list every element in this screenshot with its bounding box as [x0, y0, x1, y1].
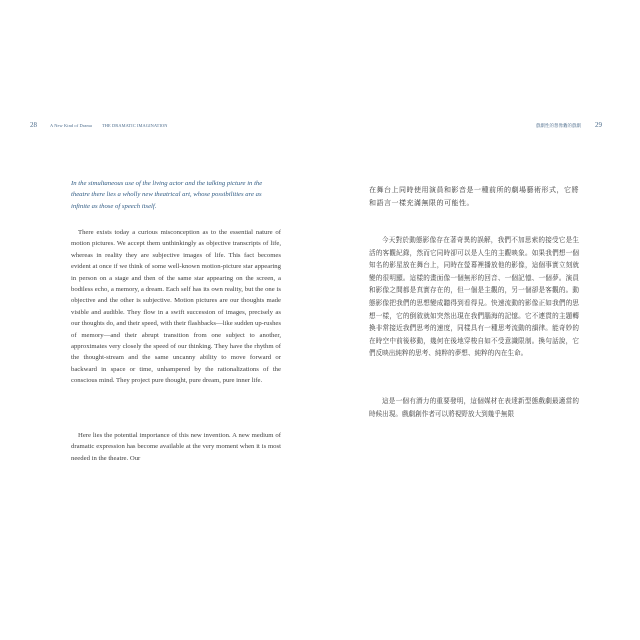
left-running-head-book: A New Kind of Drama: [50, 123, 92, 128]
left-running-head-chapter: THE DRAMATIC IMAGINATION: [102, 123, 168, 128]
chinese-paragraph-1: 今天對於動態影像存在著奇異的誤解，我們不加思索的接受它是生活的客觀紀錄，然而它同時卻可以是人生的主觀映象。如果我們想一個知名的影星放在舞台上，同時在螢幕裡播放他的影像，這個事實立刻就變的很明顯。這樣的畫面像一個無形的回音、一個記憶、一個夢。演員和影像之間都是真實存在的，但一個是主觀的，另一個卻是客觀的。動態影像把我們的思想變成聽得到看得見。快速流動的影像正如我們的思想一樣，它的倒敘就如突然出現在我們腦海的記憶。它不連貫的主題轉換非常接近我們思考的速度，同樣具有一種思考流動的韻律。能奇妙的在時空中前後移動，幾何在後地穿梭自如不受意識限制。換句話說，它們反映出純粹的思考、純粹的夢想、純粹的內在生命。: [369, 236, 579, 358]
right-running-head-book: 新的戲劇: [563, 123, 581, 128]
left-page: [22, 0, 318, 640]
left-page-number: 28: [30, 121, 37, 129]
chinese-paragraph-2: 這是一個有潛力的重要發明，這個媒材在表達新型態戲劇最適當的時候出現。戲劇創作者可以將視野放大到幾乎無限: [369, 397, 579, 418]
english-paragraph-2: Here lies the potential importance of this new invention. A new medium of dramatic expression has become available at the very moment when it is most needed in the theatre. Our: [71, 432, 281, 462]
chinese-epigraph: 在舞台上同時使用演員和影音是一種前所的劇場藝術形式，它將和語言一樣充滿無限的可能性。: [369, 186, 579, 207]
right-page: [322, 0, 618, 640]
english-paragraph-1: There exists today a curious misconception as to the essential nature of motion pictures. We accept them unthinkingly as objective transcripts of life, whereas in reality they are subjective images of life. This fact becomes evident at once if we think of some well-known motion-picture star appearing in person on a stage and then of the same star appearing on the screen, a bodiless echo, a memory, a dream. Each self has its own reality, but the one is objective and the other is subjective. Motion pictures are our thoughts made visible and audible. They flow in a swift succession of images, precisely as our thoughts do, and their speed, with their flashbacks—like sudden up-rushes of memory—and their abrupt transition from one subject to another, approximates very closely the speed of our thinking. They have the rhythm of the thought-stream and the same uncanny ability to move forward or backward in space or time, unhampered by the rationalizations of the conscious mind. They project pure thought, pure dream, pure inner life.: [71, 229, 281, 385]
right-running-head-chapter: 戲劇性的想像力: [536, 123, 568, 128]
english-epigraph: In the simultaneous use of the living actor and the talking picture in the theatre there lies a wholly new theatrical art, whose possibilities are as infinite as those of speech itself.: [71, 180, 263, 210]
right-page-number: 29: [595, 121, 602, 129]
